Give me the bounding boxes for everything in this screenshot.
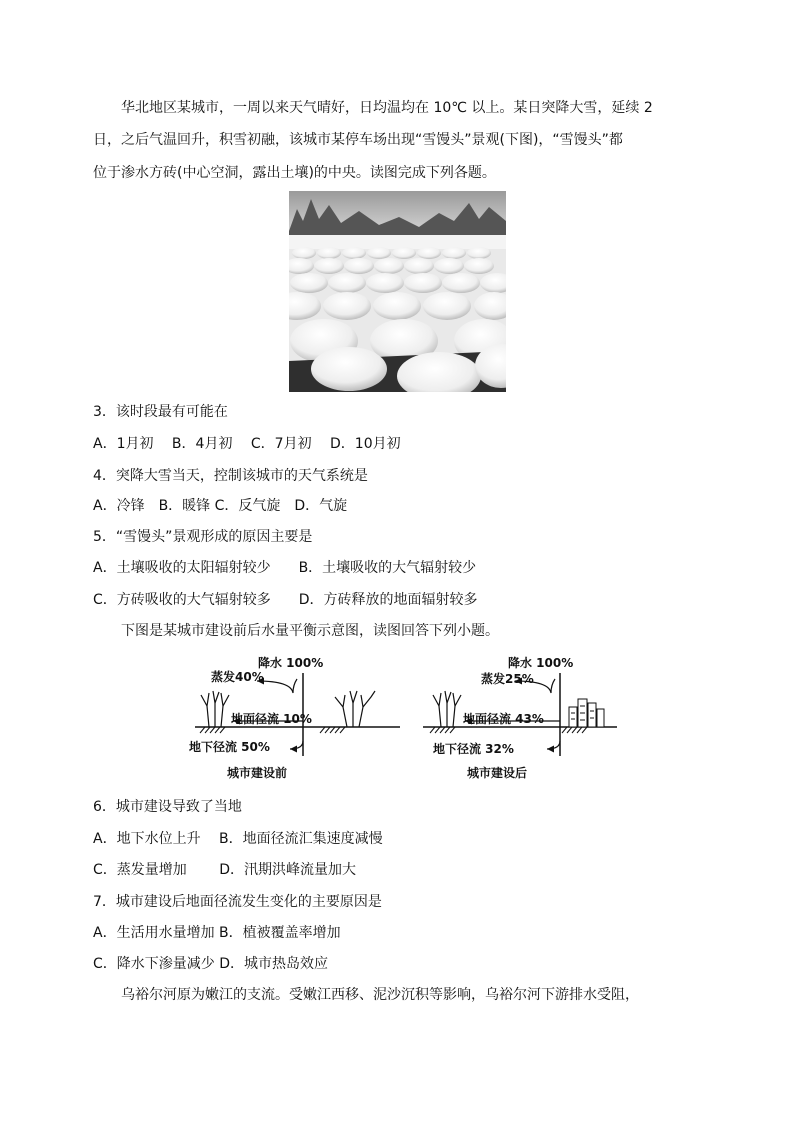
- question-7-stem: 7．城市建设后地面径流发生变化的主要原因是: [93, 894, 382, 910]
- river-intro: 乌裕尔河原为嫩江的支流。受嫩江西移、泥沙沉积等影响，乌裕尔河下游排水受阻，: [121, 987, 639, 1003]
- question-4-stem: 4．突降大雪当天，控制该城市的天气系统是: [93, 468, 368, 484]
- after-ground-arrow: [547, 741, 560, 749]
- after-caption: 城市建设后: [467, 766, 528, 780]
- after-ground-hatch: [430, 727, 587, 733]
- before-panel: [189, 655, 400, 780]
- question-5-stem: 5．“雪馒头”景观形成的原因主要是: [93, 529, 313, 545]
- question-7-options-cd: C．降水下渗量减少 D．城市热岛效应: [93, 956, 329, 972]
- question-5-options-cd: C．方砖吸收的大气辐射较多 D．方砖释放的地面辐射较多: [93, 592, 478, 608]
- before-ground-hatch: [200, 727, 345, 733]
- intro-paragraph-line-2: 日，之后气温回升，积雪初融，该城市某停车场出现“雪馒头”景观(下图)，“雪馒头”都: [93, 132, 623, 148]
- after-ground-label: 地下径流 32%: [433, 742, 514, 756]
- snow-mounds-photo: [289, 191, 506, 392]
- diagram-intro: 下图是某城市建设前后水量平衡示意图，读图回答下列小题。: [121, 623, 499, 639]
- before-tree-left: [201, 691, 229, 727]
- after-panel: [423, 655, 617, 780]
- before-evap-label: 蒸发40%: [211, 670, 264, 684]
- water-balance-diagram: [185, 651, 625, 786]
- after-buildings: [569, 699, 604, 727]
- question-6-options-ab: A．地下水位上升 B．地面径流汇集速度减慢: [93, 831, 383, 847]
- intro-paragraph-line-1: 华北地区某城市，一周以来天气晴好，日均温均在 10℃ 以上。某日突降大雪，延续 2: [121, 100, 653, 116]
- before-ground-label: 地下径流 50%: [189, 740, 270, 754]
- before-caption: 城市建设前: [227, 766, 288, 780]
- before-surface-label: 地面径流 10%: [231, 712, 312, 726]
- question-6-options-cd: C．蒸发量增加 D．汛期洪峰流量加大: [93, 862, 357, 878]
- intro-paragraph-line-3: 位于渗水方砖(中心空洞，露出土壤)的中央。读图完成下列各题。: [93, 165, 496, 181]
- question-6-stem: 6．城市建设导致了当地: [93, 799, 242, 815]
- question-4-options: A．冷锋 B．暖锋 C．反气旋 D．气旋: [93, 498, 348, 514]
- after-surface-label: 地面径流 43%: [463, 712, 544, 726]
- question-7-options-ab: A．生活用水量增加 B．植被覆盖率增加: [93, 925, 341, 941]
- after-evap-label: 蒸发25%: [481, 672, 534, 686]
- question-3-options: A．1月初 B．4月初 C．7月初 D．10月初: [93, 436, 401, 452]
- before-precip-label: 降水 100%: [258, 656, 324, 670]
- before-tree-right: [335, 691, 375, 727]
- after-tree: [433, 691, 461, 727]
- before-ground-arrow: [290, 741, 303, 749]
- after-precip-label: 降水 100%: [508, 656, 574, 670]
- question-5-options-ab: A．土壤吸收的太阳辐射较少 B．土壤吸收的大气辐射较少: [93, 560, 477, 576]
- question-3-stem: 3．该时段最有可能在: [93, 404, 228, 420]
